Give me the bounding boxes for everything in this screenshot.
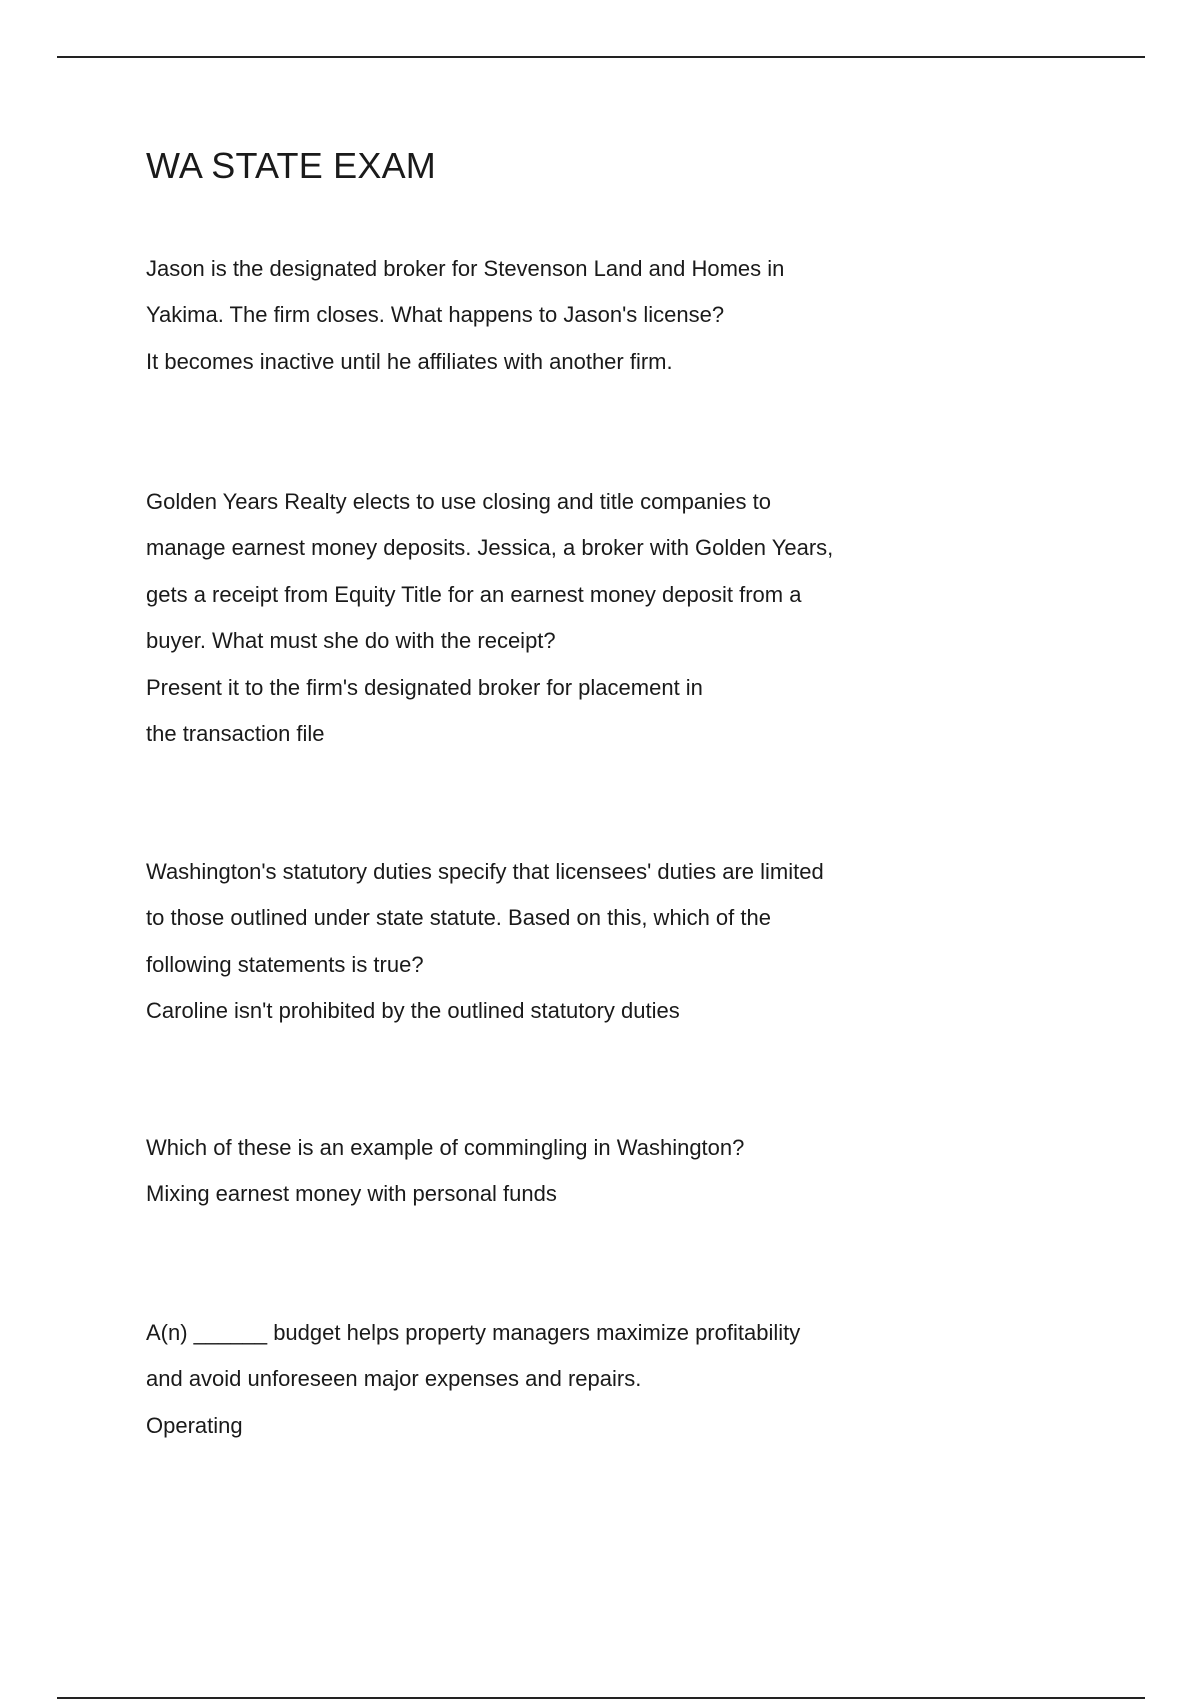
question-line: gets a receipt from Equity Title for an earnest money deposit from a	[146, 581, 802, 607]
answer-line: Present it to the firm's designated broker for placement in	[146, 674, 703, 700]
answer-line: Caroline isn't prohibited by the outlined statutory duties	[146, 998, 680, 1024]
footer-rule	[57, 1697, 1145, 1699]
qa-item	[146, 246, 1046, 385]
page-title: WA STATE EXAM	[146, 145, 436, 186]
header-rule	[57, 56, 1145, 58]
answer-line: It becomes inactive until he affiliates with another firm.	[146, 348, 673, 374]
qa-item	[146, 479, 1046, 757]
qa-item	[146, 849, 1046, 1035]
question-line: following statements is true?	[146, 951, 424, 977]
question-line: to those outlined under state statute. Based on this, which of the	[146, 905, 771, 931]
question-line: Washington's statutory duties specify that licensees' duties are limited	[146, 859, 824, 884]
qa-item	[146, 1310, 1046, 1449]
question-line: buyer. What must she do with the receipt?	[146, 628, 556, 654]
question-line: manage earnest money deposits. Jessica, a broker with Golden Years,	[146, 535, 834, 561]
answer-line: the transaction file	[146, 721, 325, 747]
answer-line: Operating	[146, 1412, 243, 1438]
qa-item	[146, 1125, 1046, 1218]
document-body	[146, 140, 1046, 1438]
question-line: Jason is the designated broker for Stevenson Land and Homes in	[146, 256, 785, 281]
question-line: A(n) ______ budget helps property managers maximize profitability	[146, 1320, 801, 1345]
question-line: Which of these is an example of commingling in Washington?	[146, 1135, 745, 1160]
question-line: and avoid unforeseen major expenses and repairs.	[146, 1366, 642, 1392]
answer-line: Mixing earnest money with personal funds	[146, 1181, 557, 1207]
question-line: Yakima. The firm closes. What happens to Jason's license?	[146, 302, 725, 328]
question-line: Golden Years Realty elects to use closing and title companies to	[146, 489, 771, 514]
